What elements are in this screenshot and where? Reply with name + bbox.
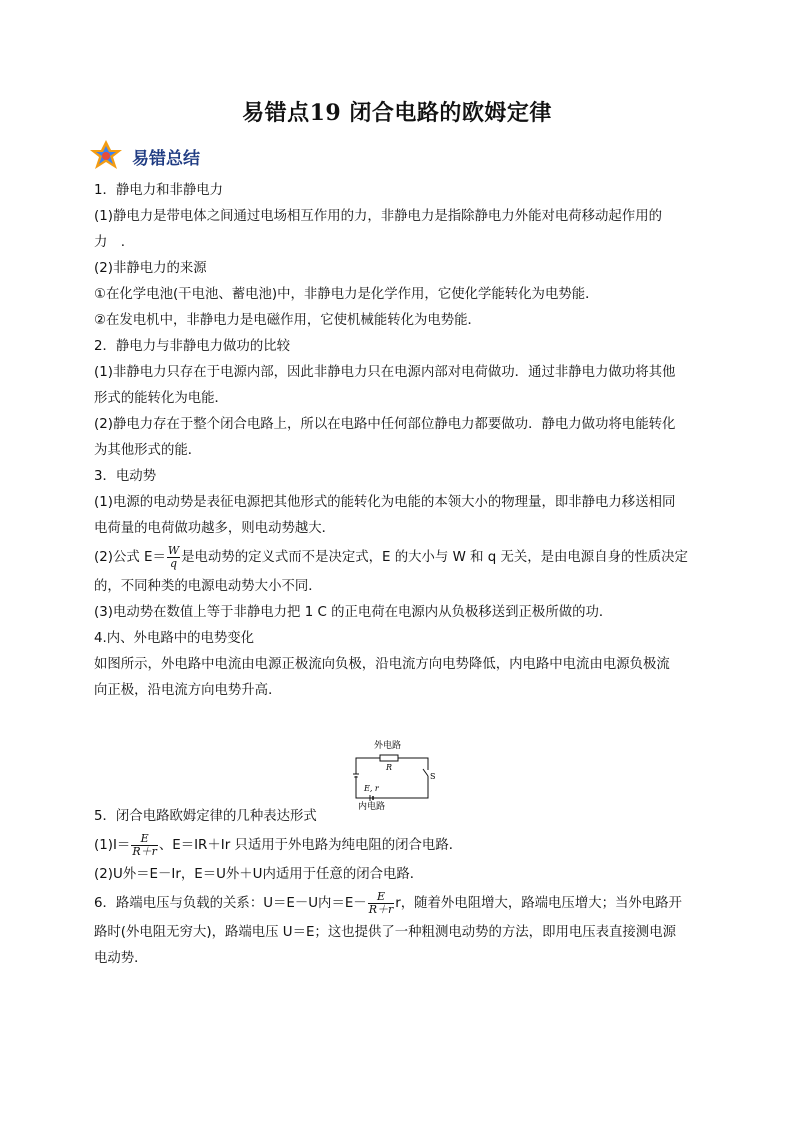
- document-body: [94, 178, 704, 972]
- paragraph-line: (1)静电力是带电体之间通过电场相互作用的力，非静电力是指除静电力外能对电荷移动起作用的: [94, 209, 662, 224]
- resistor-label: R: [386, 763, 393, 772]
- switch-label: S: [430, 772, 436, 781]
- numerator: E: [368, 891, 395, 904]
- formula-text: r，随着外电阻增大，路端电压增大；当外电路开: [395, 896, 682, 911]
- formula-text: 6．路端电压与负载的关系：U＝E－U内＝E－: [94, 896, 367, 911]
- paragraph-line: ②在发电机中，非静电力是电磁作用，它使机械能转化为电势能．: [94, 313, 481, 328]
- paragraph-line: 电动势．: [94, 951, 148, 966]
- denominator: R＋r: [132, 844, 157, 858]
- formula-text: 是电动势的定义式而不是决定式，E 的大小与 W 和 q 无关，是由电源自身的性质决定: [181, 550, 688, 565]
- star-icon: [88, 138, 124, 174]
- fraction: [368, 891, 395, 916]
- formula-text: 、E＝IR＋Ir 只适用于外电路为纯电阻的闭合电路．: [158, 838, 463, 853]
- paragraph-line: (2)U外＝E－Ir，E＝U外＋U内适用于任意的闭合电路．: [94, 867, 424, 882]
- paragraph-line: (3)电动势在数值上等于非静电力把 1 C 的正电荷在电源内从负极移送到正极所做的功．: [94, 605, 613, 620]
- paragraph-line: 4.内、外电路中的电势变化: [94, 631, 255, 646]
- paragraph-line: 5．闭合电路欧姆定律的几种表达形式: [94, 809, 317, 824]
- fraction: [167, 545, 180, 570]
- source-label: E, r: [364, 784, 379, 793]
- numerator: W: [167, 543, 180, 557]
- paragraph-line: 2．静电力与非静电力做功的比较: [94, 339, 290, 354]
- denominator: q: [169, 556, 178, 570]
- page-title: 易错点19 闭合电路的欧姆定律: [242, 100, 552, 126]
- paragraph-line: ①在化学电池(干电池、蓄电池)中，非静电力是化学作用，它使化学能转化为电势能．: [94, 287, 599, 302]
- outer-circuit-label: 外电路: [374, 741, 402, 751]
- formula-line: [94, 888, 704, 920]
- circuit-diagram: [352, 738, 436, 812]
- paragraph-line: (2)非静电力的来源: [94, 261, 207, 276]
- paragraph-line: 3．电动势: [94, 469, 157, 484]
- section-title: 易错总结: [132, 148, 200, 169]
- numerator: E: [131, 833, 158, 846]
- paragraph-line: 路时(外电阻无穷大)，路端电压 U＝E；这也提供了一种粗测电动势的方法，即用电压表直接测电源: [94, 925, 676, 940]
- paragraph-line: 形式的能转化为电能．: [94, 391, 228, 406]
- paragraph-line: (2)静电力存在于整个闭合电路上，所以在电路中任何部位静电力都要做功．静电力做功将电能转化: [94, 417, 676, 432]
- paragraph-line: 如图所示，外电路中电流由电源正极流向负极，沿电流方向电势降低，内电路中电流由电源负极流: [94, 657, 670, 672]
- paragraph-line: (1)电源的电动势是表征电源把其他形式的能转化为电能的本领大小的物理量，即非静电力移送相同: [94, 495, 676, 510]
- fraction: [131, 833, 158, 858]
- formula-text: (2)公式 E＝: [94, 550, 166, 565]
- resistor-icon: [380, 755, 398, 761]
- denominator: R＋r: [368, 902, 394, 916]
- paragraph-line: 力 .: [94, 235, 126, 250]
- inner-circuit-label: 内电路: [358, 802, 386, 812]
- formula-line: [94, 830, 704, 862]
- paragraph-line: 电荷量的电荷做功越多，则电动势越大．: [94, 521, 336, 536]
- paragraph-line: 1．静电力和非静电力: [94, 183, 224, 198]
- formula-line: [94, 542, 704, 574]
- section-header: [88, 138, 200, 174]
- paragraph-line: 向正极，沿电流方向电势升高．: [94, 683, 282, 698]
- paragraph-line: (1)非静电力只存在于电源内部，因此非静电力只在电源内部对电荷做功．通过非静电力做功将其他: [94, 365, 676, 380]
- paragraph-line: 的，不同种类的电源电动势大小不同．: [94, 579, 322, 594]
- paragraph-line: 为其他形式的能．: [94, 443, 202, 458]
- formula-text: (1)I＝: [94, 838, 131, 853]
